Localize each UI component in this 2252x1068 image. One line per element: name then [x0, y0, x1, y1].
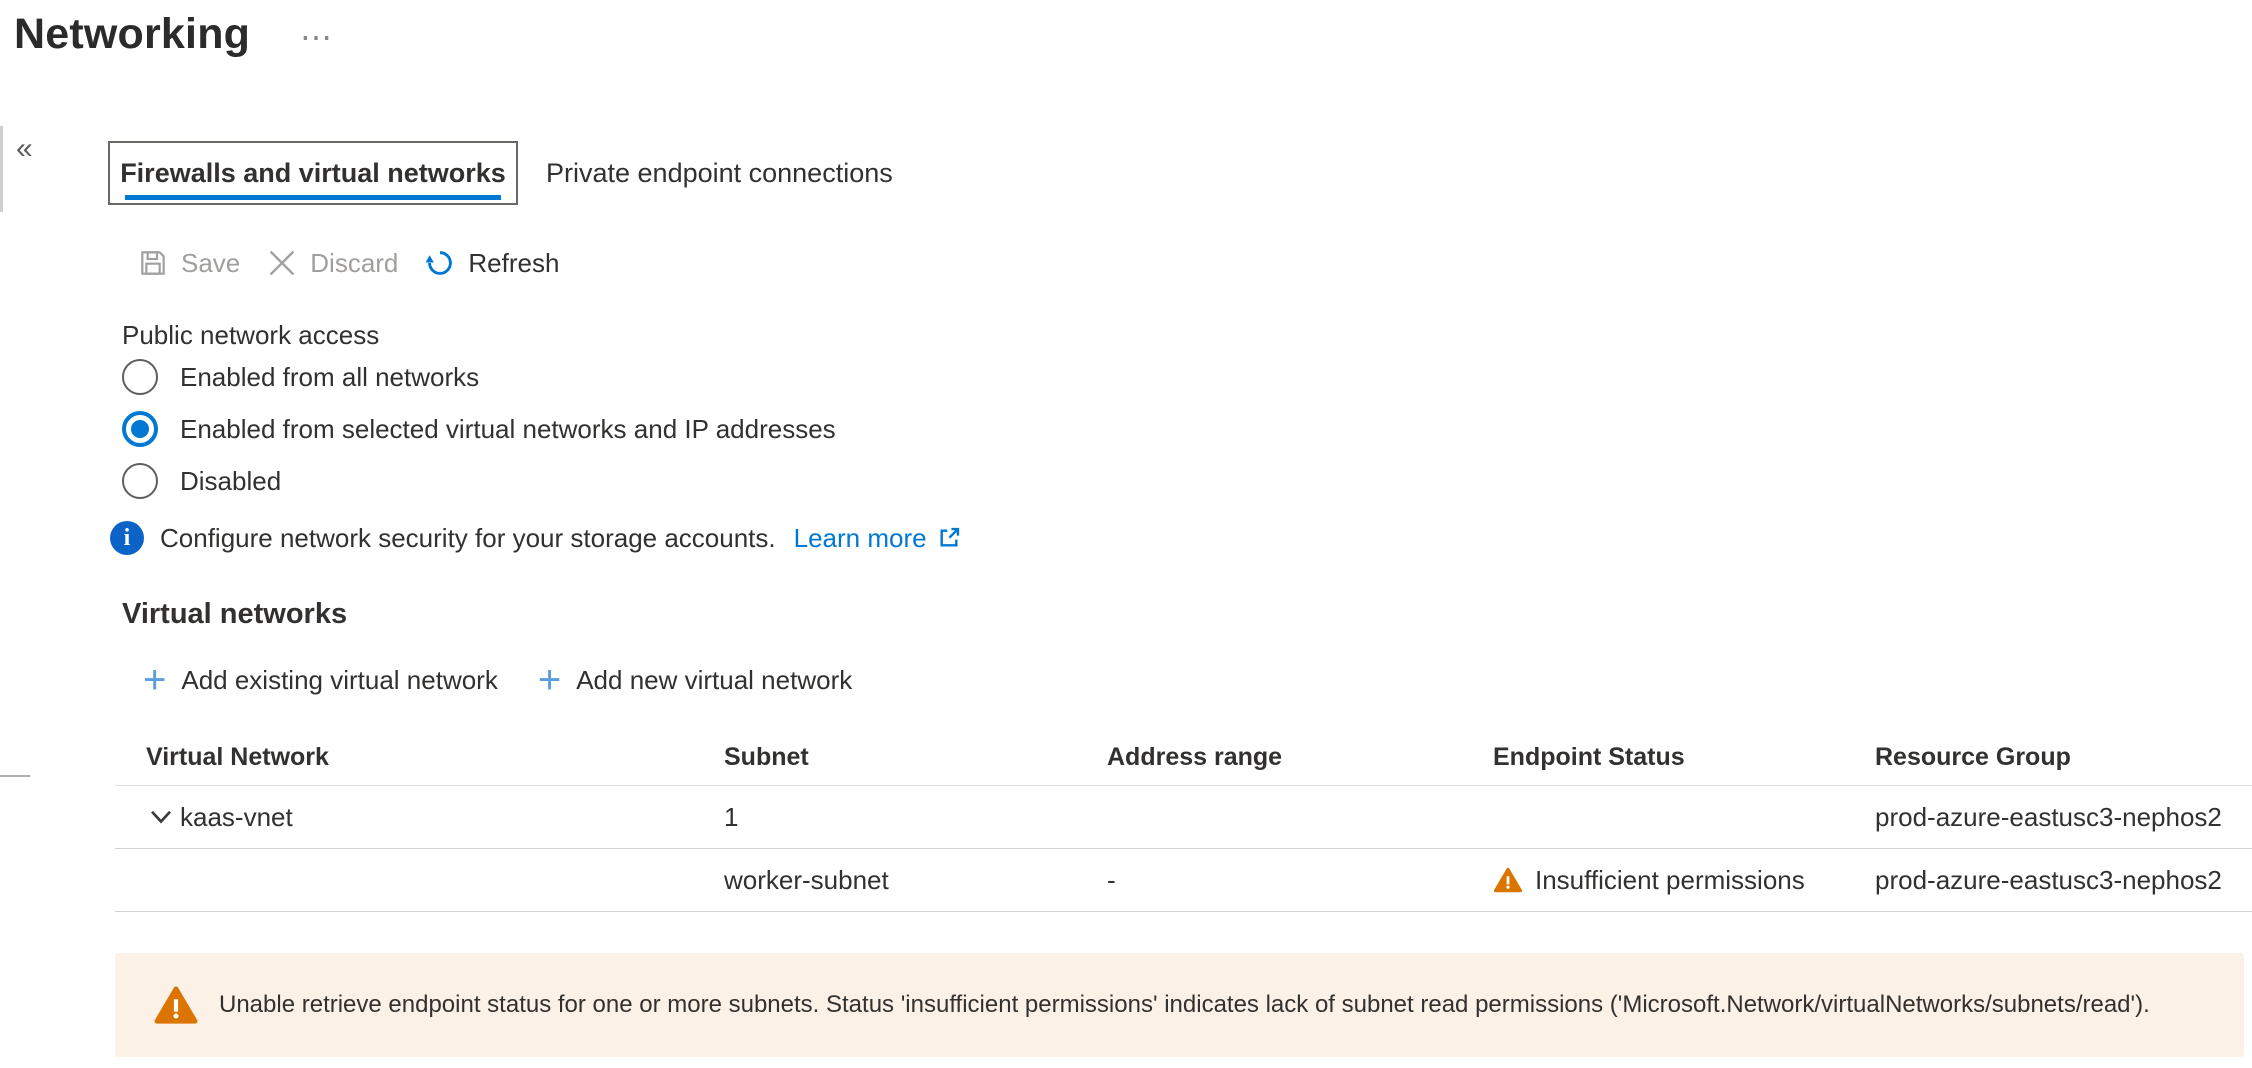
radio-circle [122, 463, 158, 499]
discard-label: Discard [310, 247, 399, 278]
warning-icon [1493, 866, 1523, 894]
column-header-resource-group: Resource Group [1875, 743, 2071, 771]
virtual-networks-actions [143, 658, 852, 702]
discard-button[interactable] [266, 247, 398, 279]
public-network-access-options [122, 351, 836, 507]
table-row-vnet [115, 786, 2252, 849]
tab-firewalls-and-virtual-networks[interactable] [108, 141, 518, 205]
resource-group-cell: prod-azure-eastusc3-nephos2 [1875, 801, 2222, 832]
column-header-address-range: Address range [1107, 743, 1283, 771]
pane-splitter-handle[interactable] [0, 775, 30, 777]
save-icon [137, 247, 169, 279]
table-row-subnet [115, 849, 2252, 912]
info-text: Configure network security for your storage accounts. [160, 522, 776, 553]
endpoint-status-text: Insufficient permissions [1535, 864, 1805, 895]
info-icon: i [110, 521, 144, 555]
page-title: Networking [14, 10, 251, 58]
warning-banner-text: Unable retrieve endpoint status for one or more subnets. Status 'insufficient permissions' indicates lack of subnet read permissions ('Microsoft.Network/virtualNetworks/subnets/read'). [219, 991, 2150, 1018]
tab-private-endpoint-connections[interactable] [546, 141, 893, 205]
radio-circle-selected [122, 411, 158, 447]
learn-more-label: Learn more [793, 522, 927, 553]
column-header-subnet: Subnet [724, 743, 809, 771]
refresh-button[interactable] [424, 247, 559, 279]
chevron-down-icon[interactable] [146, 802, 176, 832]
address-range-cell: - [1107, 864, 1116, 895]
add-new-vnet-label: Add new virtual network [576, 664, 853, 695]
radio-label: Disabled [180, 465, 282, 496]
tab-bar [108, 141, 893, 205]
column-header-virtual-network: Virtual Network [146, 743, 329, 771]
radio-enabled-selected-networks[interactable] [122, 403, 836, 455]
external-link-icon [936, 525, 962, 551]
plus-icon: + [143, 658, 167, 702]
learn-more-link[interactable] [794, 523, 962, 554]
virtual-networks-heading: Virtual networks [122, 598, 348, 630]
radio-disabled[interactable] [122, 455, 836, 507]
save-button[interactable] [137, 247, 240, 279]
add-new-vnet-button[interactable] [537, 658, 853, 702]
tab-label: Firewalls and virtual networks [120, 157, 506, 188]
more-menu-icon[interactable]: ⋯ [300, 19, 332, 55]
column-header-endpoint-status: Endpoint Status [1493, 743, 1685, 771]
warning-icon [153, 984, 199, 1026]
discard-icon [266, 247, 298, 279]
subnet-cell: 1 [724, 801, 739, 832]
table-header-row [115, 730, 2252, 786]
command-bar [137, 244, 559, 282]
radio-enabled-all-networks[interactable] [122, 351, 836, 403]
add-existing-vnet-button[interactable] [143, 658, 498, 702]
plus-icon: + [537, 658, 562, 702]
vnet-name: kaas-vnet [180, 801, 293, 832]
collapse-menu-icon[interactable]: « [16, 132, 33, 165]
warning-banner [115, 953, 2244, 1057]
radio-label: Enabled from selected virtual networks and IP addresses [180, 413, 836, 444]
add-existing-vnet-label: Add existing virtual network [181, 664, 498, 695]
radio-label: Enabled from all networks [180, 361, 480, 392]
virtual-networks-table [115, 730, 2252, 912]
subnet-cell: worker-subnet [724, 864, 889, 895]
network-security-info [110, 518, 962, 558]
tab-label: Private endpoint connections [546, 157, 893, 188]
save-label: Save [181, 247, 241, 278]
endpoint-status-cell [1493, 865, 1875, 896]
left-rail-divider [0, 126, 3, 212]
resource-group-cell: prod-azure-eastusc3-nephos2 [1875, 864, 2222, 895]
active-tab-underline [125, 195, 501, 200]
public-network-access-label: Public network access [122, 320, 380, 350]
refresh-label: Refresh [468, 247, 560, 278]
radio-circle [122, 359, 158, 395]
vnet-name-cell [115, 802, 724, 833]
refresh-icon [424, 247, 456, 279]
